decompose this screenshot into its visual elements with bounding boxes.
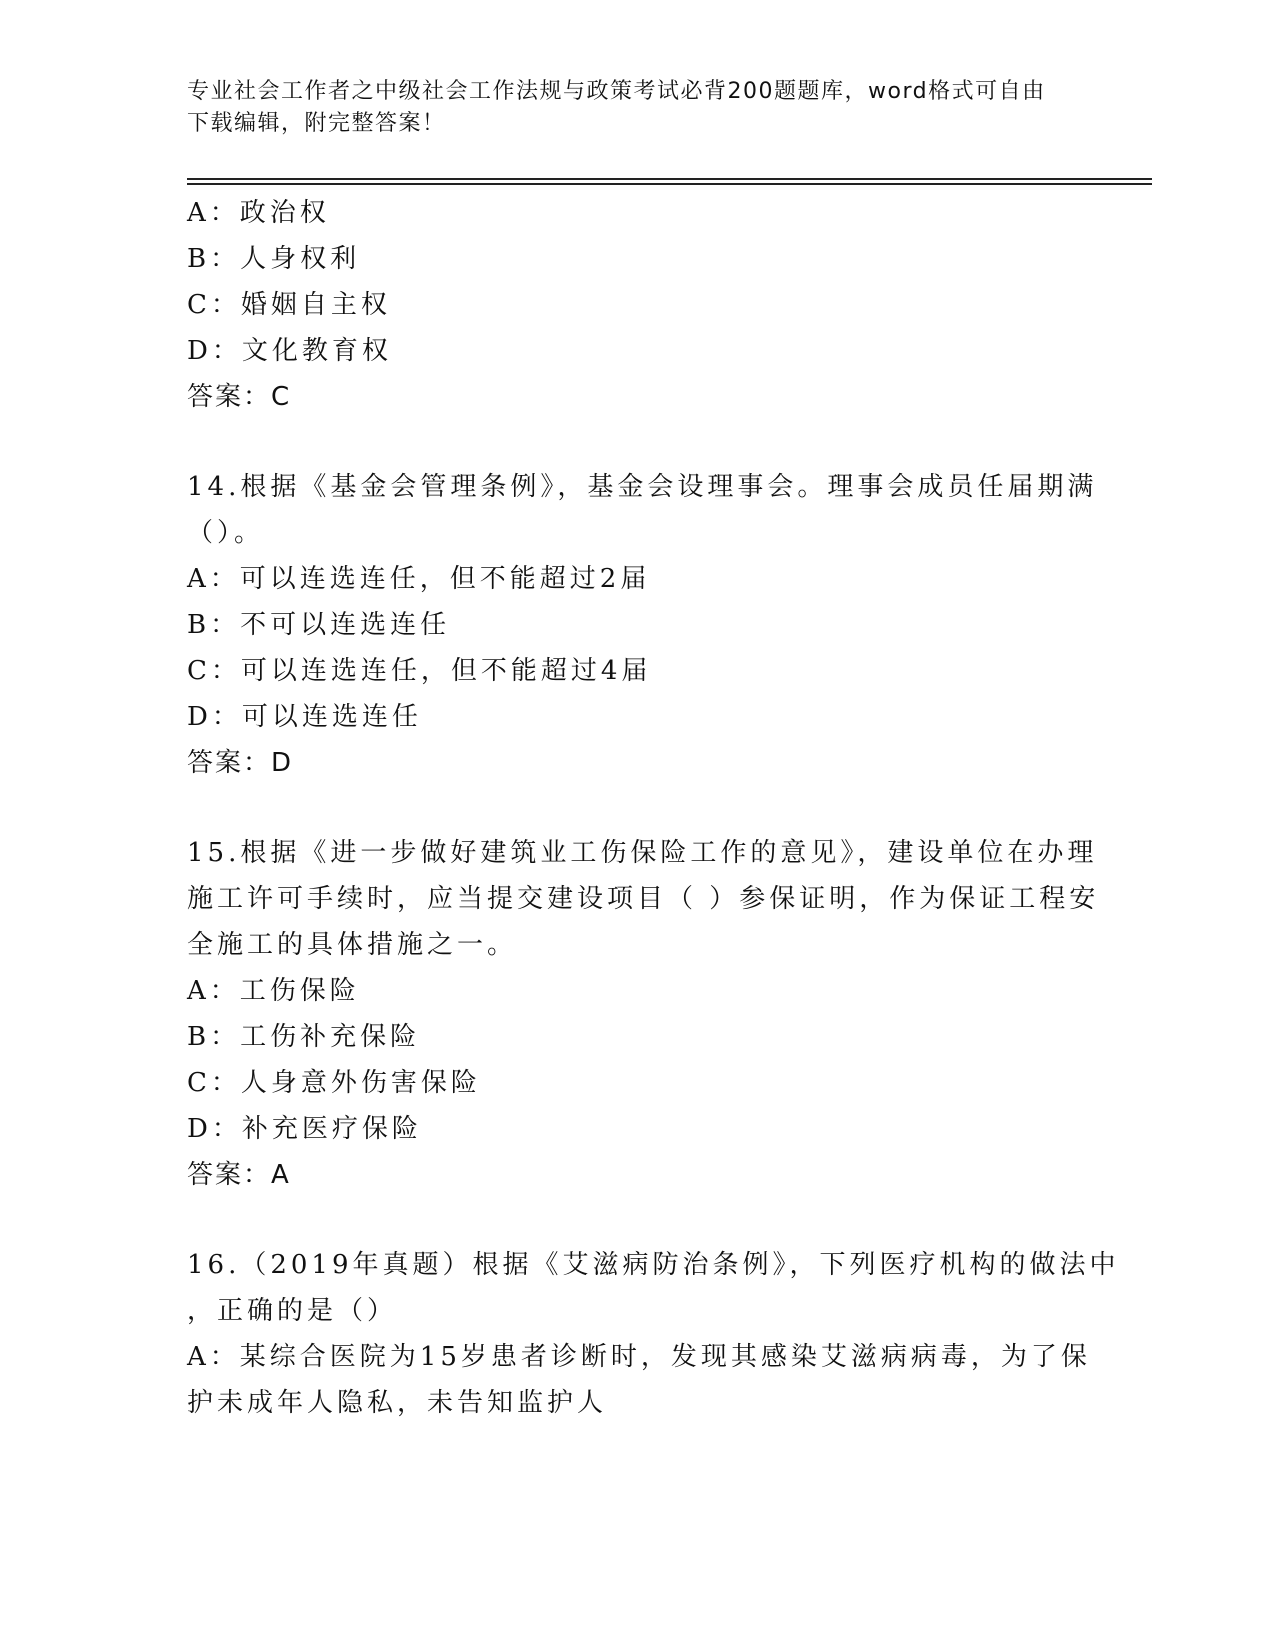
question-stem-line: （）。 (187, 518, 265, 548)
option-d: D：补充医疗保险 (187, 1114, 422, 1144)
option-a: A：政治权 (187, 198, 330, 228)
option-a-continued: 护未成年人隐私，未告知监护人 (187, 1388, 608, 1418)
question-stem-line: 15.根据《进一步做好建筑业工伤保险工作的意见》，建设单位在办理 (187, 838, 1098, 868)
option-c: C：人身意外伤害保险 (187, 1068, 481, 1098)
option-b: B：人身权利 (187, 244, 361, 274)
option-c: C：可以连选连任，但不能超过4届 (187, 656, 652, 686)
answer-line: 答案：A (187, 1160, 291, 1190)
question-stem-line: ，正确的是（） (187, 1296, 398, 1326)
answer-line: 答案：D (187, 748, 294, 778)
answer-line: 答案：C (187, 382, 292, 412)
question-stem-line: 施工许可手续时，应当提交建设项目（ ）参保证明，作为保证工程安 (187, 884, 1100, 914)
option-d: D：文化教育权 (187, 336, 392, 366)
question-spacer (187, 1198, 1067, 1242)
question-15 (187, 830, 1100, 1198)
header-rule-top (187, 178, 1152, 180)
option-b: B：不可以连选连任 (187, 610, 451, 640)
option-b: B：工伤补充保险 (187, 1022, 421, 1052)
document-header: 专业社会工作者之中级社会工作法规与政策考试必背200题题库，word格式可自由下载编辑，附完整答案！ (187, 79, 1046, 136)
question-16 (187, 1242, 1120, 1426)
question-stem-line: 全施工的具体措施之一。 (187, 930, 518, 960)
option-d: D：可以连选连任 (187, 702, 422, 732)
question-13 (187, 190, 1067, 420)
question-stem-line: 14.根据《基金会管理条例》，基金会设理事会。理事会成员任届期满 (187, 472, 1098, 502)
question-spacer (187, 786, 1067, 830)
question-14 (187, 464, 1098, 786)
option-c: C：婚姻自主权 (187, 290, 391, 320)
option-a: A：可以连选连任，但不能超过2届 (187, 564, 651, 594)
header-rule-bottom (187, 183, 1152, 185)
document-body (187, 190, 1120, 1426)
option-a: A：某综合医院为15岁患者诊断时，发现其感染艾滋病病毒，为了保 (187, 1342, 1091, 1372)
question-spacer (187, 420, 1067, 464)
option-a: A：工伤保险 (187, 976, 360, 1006)
question-stem-line: 16.（2019年真题）根据《艾滋病防治条例》，下列医疗机构的做法中 (187, 1250, 1120, 1280)
